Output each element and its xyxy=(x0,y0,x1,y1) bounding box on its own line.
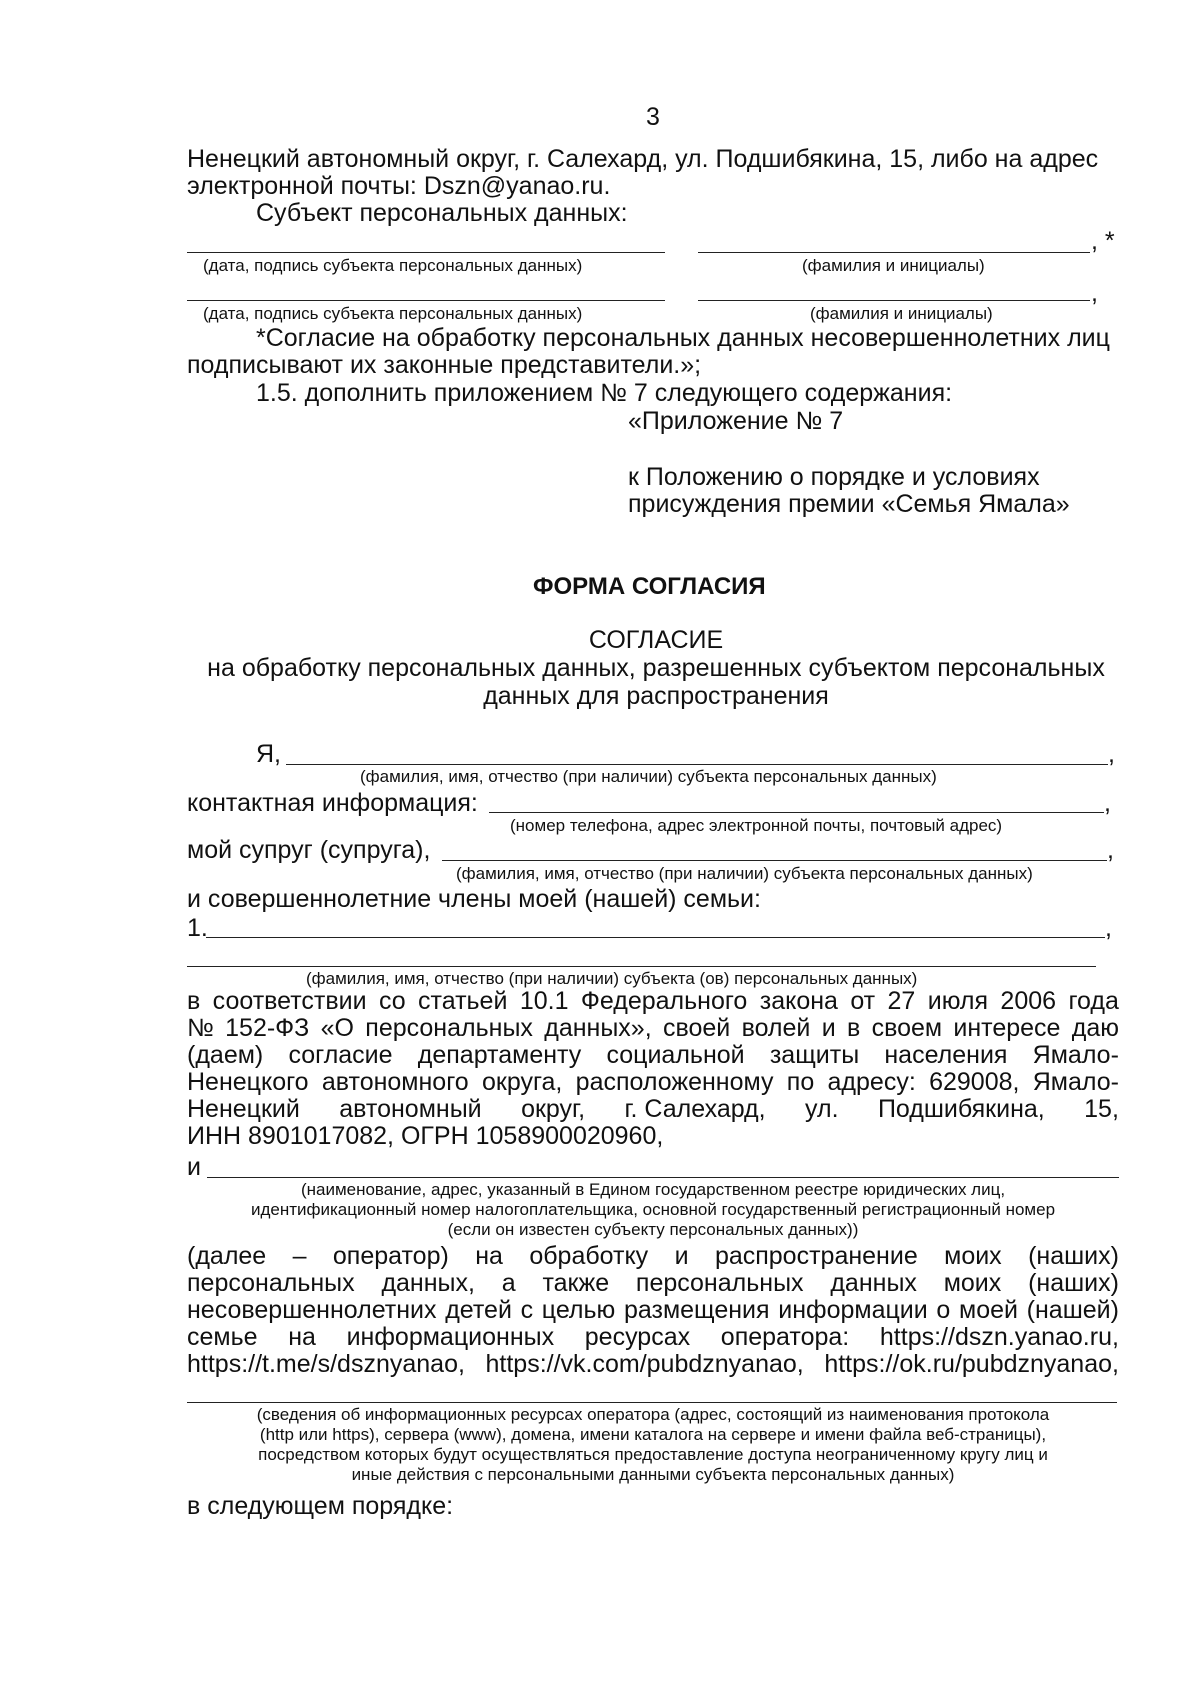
signature-date-line xyxy=(187,300,665,301)
signature-date-caption: (дата, подпись субъекта персональных данных) xyxy=(203,256,583,275)
intro-line-2: электронной почты: Dszn@yanao.ru. xyxy=(187,172,611,200)
word: (даем) xyxy=(187,1041,264,1069)
text-line xyxy=(187,1015,1119,1042)
word: июля xyxy=(927,987,989,1015)
contact-comma: , xyxy=(1104,789,1111,817)
word: года xyxy=(1068,987,1119,1015)
word: 10.1 xyxy=(519,987,569,1015)
word: детей xyxy=(445,1296,512,1324)
word: округ, xyxy=(521,1095,586,1123)
signature-date-caption: (дата, подпись субъекта персональных данных) xyxy=(203,304,583,323)
word: информации xyxy=(778,1296,928,1324)
family-num: 1. xyxy=(187,914,208,942)
word: ресурсах xyxy=(584,1323,691,1351)
contact-caption: (номер телефона, адрес электронной почты, почтовый адрес) xyxy=(510,816,1003,835)
word: волей xyxy=(741,1014,811,1042)
item-1-5: 1.5. дополнить приложением № 7 следующего содержания: xyxy=(256,379,953,407)
text-line xyxy=(187,1297,1119,1324)
form-title: ФОРМА СОГЛАСИЯ xyxy=(533,573,766,600)
text-line xyxy=(187,1096,1119,1123)
text-line xyxy=(187,1324,1119,1351)
word: моей xyxy=(959,1296,1018,1324)
body-paragraph-2 xyxy=(187,1243,1119,1378)
word: защиты xyxy=(769,1041,860,1069)
word: Подшибякина, xyxy=(877,1095,1045,1123)
operator-caption-line: идентификационный номер налогоплательщика, основной государственный регистрационный номер xyxy=(250,1200,1056,1219)
appendix-line-2: к Положению о порядке и условиях xyxy=(628,463,1040,491)
ya-comma: , xyxy=(1108,740,1115,768)
text-line xyxy=(187,988,1119,1015)
word: – xyxy=(292,1242,307,1270)
word: данных xyxy=(830,1269,917,1297)
word: департаменту xyxy=(417,1041,582,1069)
order-label: в следующем порядке: xyxy=(187,1492,454,1520)
word: ул. xyxy=(805,1095,839,1123)
signature-name-caption: (фамилия и инициалы) xyxy=(810,304,993,323)
spouse-comma: , xyxy=(1107,836,1114,864)
family-line-2 xyxy=(187,966,1096,967)
word: «О xyxy=(320,1014,354,1042)
word: автономный xyxy=(339,1095,482,1123)
word: https://t.me/s/dsznyanao, xyxy=(187,1350,465,1378)
resources-line xyxy=(187,1402,1117,1403)
intro-line-1: Ненецкий автономный округ, г. Салехард, ул. Подшибякина, 15, либо на адрес xyxy=(187,145,1099,173)
operator-line xyxy=(207,1177,1119,1178)
word: информационных xyxy=(346,1323,555,1351)
appendix-line-3: присуждения премии «Семья Ямала» xyxy=(628,490,1070,518)
operator-caption xyxy=(187,1180,1119,1240)
text-line xyxy=(187,1069,1119,1096)
word: Ямало- xyxy=(1032,1068,1119,1096)
contact-label: контактная информация: xyxy=(187,789,478,817)
word: и xyxy=(674,1242,689,1270)
word: обработку xyxy=(529,1242,649,1270)
resources-caption-line: иные действия с персональными данными субъекта персональных данных) xyxy=(351,1465,955,1484)
word: с xyxy=(520,1296,534,1324)
word: 15, xyxy=(1084,1095,1119,1123)
appendix-line-1: «Приложение № 7 xyxy=(628,407,844,435)
signature-mark: , * xyxy=(1091,227,1115,255)
word: Ямало- xyxy=(1032,1041,1119,1069)
word: в xyxy=(846,1014,861,1042)
operator-caption-line: (если он известен субъекту персональных данных)) xyxy=(447,1220,859,1239)
body-lines xyxy=(187,1243,1119,1378)
word: https://dszn.yanao.ru, xyxy=(879,1323,1119,1351)
word: (наших) xyxy=(1028,1269,1119,1297)
spouse-label: мой супруг (супруга), xyxy=(187,836,431,864)
word: https://vk.com/pubdznyanao, xyxy=(485,1350,804,1378)
text-line xyxy=(187,1042,1119,1069)
body-paragraph-1 xyxy=(187,988,1119,1150)
word: округа, xyxy=(481,1068,563,1096)
consent-subtitle-2: данных для распространения xyxy=(483,682,829,710)
word: распространение xyxy=(714,1242,918,1270)
text-line xyxy=(187,1351,1119,1378)
word: (нашей) xyxy=(1026,1296,1119,1324)
word: согласие xyxy=(288,1041,393,1069)
word: оператора: xyxy=(720,1323,850,1351)
word: г. Салехард, xyxy=(624,1095,766,1123)
word: автономного xyxy=(321,1068,469,1096)
word: расположенному xyxy=(575,1068,774,1096)
word: оператор) xyxy=(332,1242,449,1270)
word: данных», xyxy=(544,1014,652,1042)
word: https://ok.ru/pubdznyanao, xyxy=(824,1350,1119,1378)
word: 2006 xyxy=(1000,987,1057,1015)
word: Федерального xyxy=(580,987,748,1015)
family-label: и совершеннолетние члены моей (нашей) семьи: xyxy=(187,885,761,913)
word: № xyxy=(187,1014,214,1042)
subject-label: Субъект персональных данных: xyxy=(256,199,628,227)
word: статьей xyxy=(418,987,508,1015)
signature-date-line xyxy=(187,252,665,253)
body-last-line: ИНН 8901017082, ОГРН 1058900020960, xyxy=(187,1122,664,1150)
footnote-line-2: подписывают их законные представители.»; xyxy=(187,351,702,379)
family-caption: (фамилия, имя, отчество (при наличии) субъекта (ов) персональных данных) xyxy=(306,969,918,988)
word: Ненецкий xyxy=(187,1095,300,1123)
word: закона xyxy=(759,987,838,1015)
text-line xyxy=(187,1270,1119,1297)
word: размещения xyxy=(623,1296,770,1324)
signature-name-caption: (фамилия и инициалы) xyxy=(802,256,985,275)
word: населения xyxy=(884,1041,1008,1069)
word: соответствии xyxy=(212,987,367,1015)
word: 27 xyxy=(887,987,916,1015)
word: также xyxy=(542,1269,610,1297)
spouse-line xyxy=(442,860,1107,861)
ya-caption: (фамилия, имя, отчество (при наличии) субъекта персональных данных) xyxy=(360,767,937,786)
consent-title: СОГЛАСИЕ xyxy=(588,626,724,654)
contact-line xyxy=(489,812,1104,813)
ya-line xyxy=(286,764,1108,765)
word: несовершеннолетних xyxy=(187,1296,437,1324)
consent-subtitle-1: на обработку персональных данных, разрешенных субъектом персональных xyxy=(207,654,1105,682)
signature-name-line xyxy=(698,300,1090,301)
word: персональных xyxy=(635,1269,804,1297)
word: а xyxy=(501,1269,516,1297)
body-lines xyxy=(187,988,1119,1123)
word: семье xyxy=(187,1323,258,1351)
word: 629008, xyxy=(929,1068,1020,1096)
and-label: и xyxy=(187,1153,201,1181)
footnote-line-1: *Согласие на обработку персональных данных несовершеннолетних лиц xyxy=(256,324,1110,352)
word: о xyxy=(936,1296,951,1324)
word: целью xyxy=(541,1296,616,1324)
family-line-1 xyxy=(206,937,1105,938)
word: интересе xyxy=(953,1014,1061,1042)
word: моих xyxy=(944,1242,1002,1270)
word: моих xyxy=(943,1269,1002,1297)
text-line xyxy=(187,1243,1119,1270)
word: адресу: xyxy=(827,1068,916,1096)
word: от xyxy=(850,987,876,1015)
family-comma: , xyxy=(1105,914,1112,942)
spouse-caption: (фамилия, имя, отчество (при наличии) субъекта персональных данных) xyxy=(456,864,1033,883)
ya-label: Я, xyxy=(256,740,281,768)
word: социальной xyxy=(606,1041,745,1069)
word: в xyxy=(187,987,201,1015)
resources-caption xyxy=(187,1405,1119,1485)
word: (наших) xyxy=(1028,1242,1119,1270)
operator-caption-line: (наименование, адрес, указанный в Едином государственном реестре юридических лиц, xyxy=(300,1180,1006,1199)
word: 152-ФЗ xyxy=(225,1014,310,1042)
word: по xyxy=(786,1068,815,1096)
resources-caption-line: (сведения об информационных ресурсах оператора (адрес, состоящий из наименования протокола xyxy=(256,1405,1050,1424)
word: своей xyxy=(662,1014,731,1042)
word: персональных xyxy=(365,1014,533,1042)
word: данных, xyxy=(381,1269,475,1297)
word: даю xyxy=(1071,1014,1119,1042)
resources-caption-line: посредством которых будут осуществляться предоставление доступа неограниченному кругу лиц и xyxy=(258,1445,1048,1464)
resources-caption-line: (http или https), сервера (www), домена, имени каталога на сервере и имени файла веб-страницы), xyxy=(259,1425,1047,1444)
word: на xyxy=(475,1242,503,1270)
signature-mark: , xyxy=(1091,279,1098,307)
word: (далее xyxy=(187,1242,267,1270)
word: своем xyxy=(871,1014,943,1042)
word: Ненецкого xyxy=(187,1068,309,1096)
page-number: 3 xyxy=(646,103,660,131)
word: на xyxy=(288,1323,316,1351)
word: и xyxy=(821,1014,836,1042)
word: персональных xyxy=(187,1269,355,1297)
signature-name-line xyxy=(698,252,1090,253)
word: со xyxy=(378,987,406,1015)
